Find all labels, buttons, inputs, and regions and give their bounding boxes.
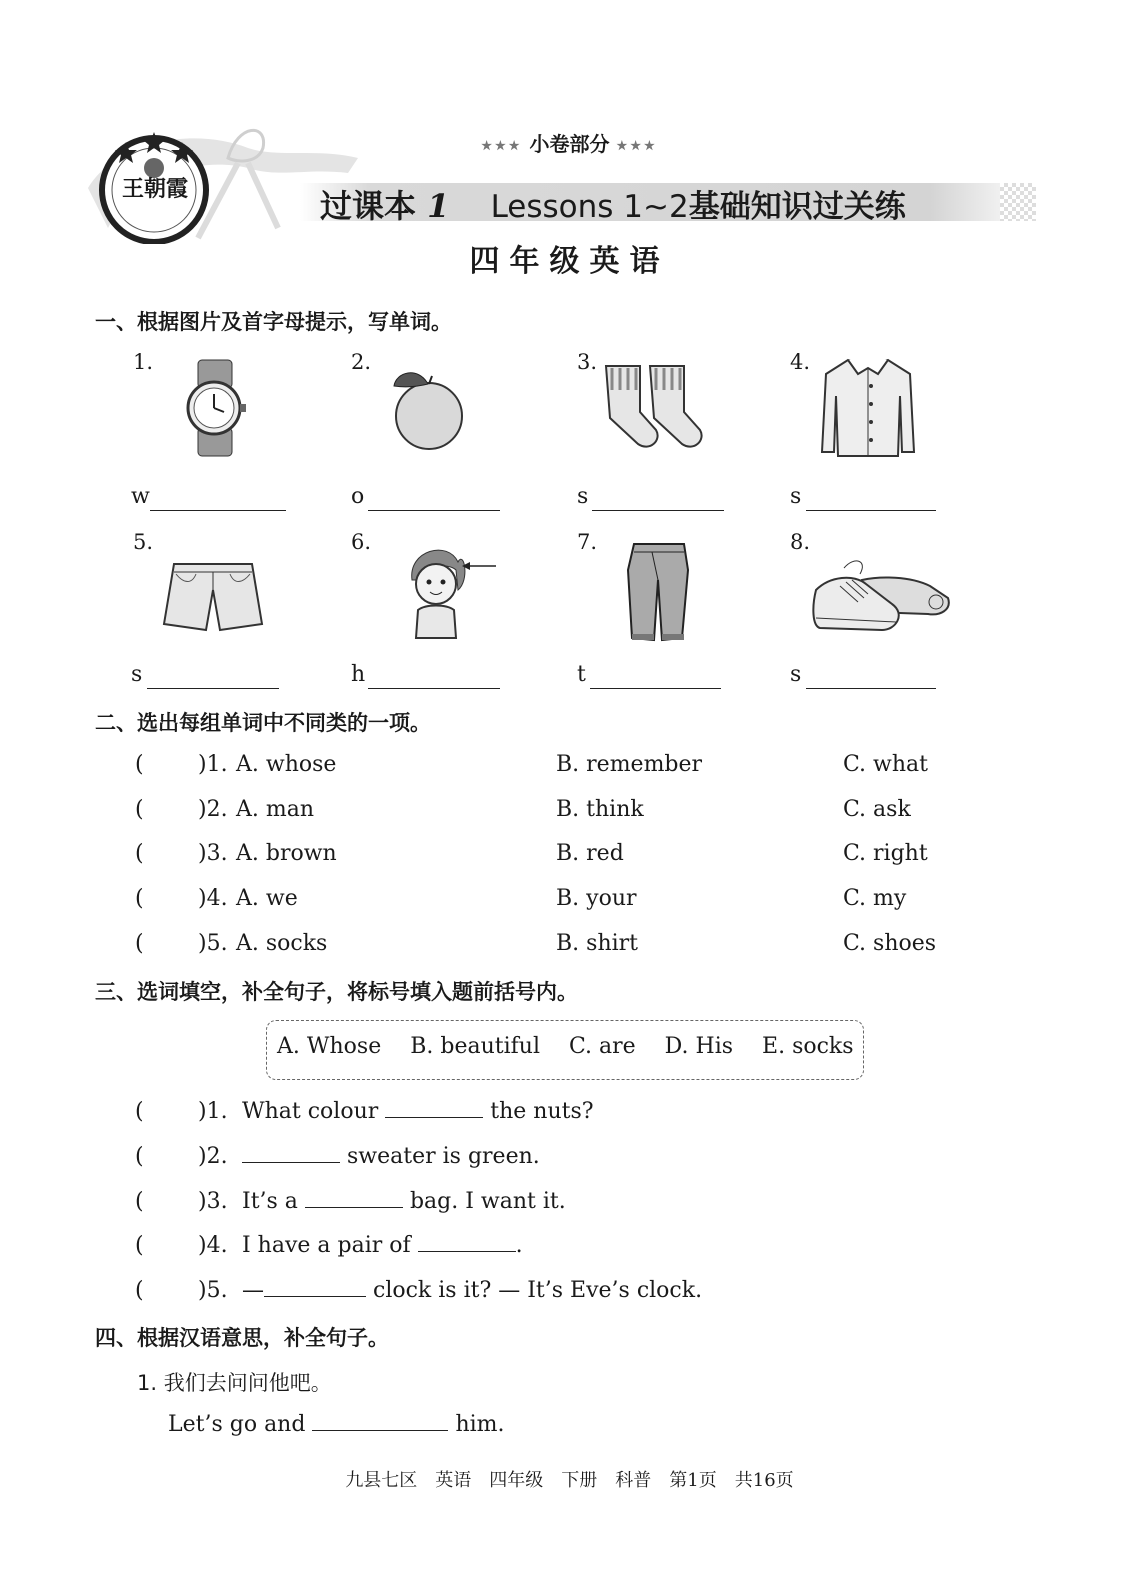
sentence-before: It’s a [242, 1189, 298, 1214]
fill-blank[interactable] [418, 1233, 516, 1252]
question-number: )5. [198, 1278, 228, 1303]
option-b: B. think [556, 797, 644, 822]
word-option: C. are [568, 1034, 636, 1059]
section3-heading: 三、选词填空，补全句子，将标号填入题前括号内。 [95, 980, 578, 1004]
checker-decoration [1000, 183, 1036, 221]
word-option: A. Whose [277, 1034, 382, 1059]
option-a: A. socks [236, 931, 328, 956]
answer-blank[interactable] [590, 688, 721, 689]
answer-paren-open[interactable]: ( [135, 1278, 144, 1303]
question-chinese: 1. 我们去问问他吧。 [137, 1371, 332, 1395]
item-number: 2. [351, 350, 372, 374]
answer-paren-open[interactable]: ( [135, 1099, 144, 1124]
sentence-after: clock is it? — It’s Eve’s clock. [373, 1278, 703, 1303]
sentence [242, 1233, 523, 1258]
item-number: 8. [790, 530, 811, 554]
fill-blank[interactable] [242, 1144, 340, 1163]
hint-letter: s [577, 484, 589, 509]
hint-letter: s [790, 662, 802, 687]
option-c: C. what [843, 752, 928, 777]
girl-hair-icon [398, 540, 498, 640]
word-bank [266, 1034, 864, 1059]
title-suffix: 基础知识过关练 [688, 189, 906, 225]
fill-blank[interactable] [305, 1189, 403, 1208]
word-option: D. His [664, 1034, 734, 1059]
hint-letter: w [131, 484, 150, 509]
shoes-icon [810, 556, 952, 636]
answer-blank[interactable] [150, 510, 286, 511]
title-lessons: Lessons 1~2 [490, 189, 689, 225]
option-b: B. remember [556, 752, 703, 777]
fill-blank[interactable] [264, 1278, 366, 1297]
option-b: B. red [556, 841, 624, 866]
orange-icon [388, 364, 470, 454]
question-number: )2. [198, 797, 228, 822]
option-c: C. my [843, 886, 907, 911]
logo-text: 王朝霞 [121, 176, 188, 202]
hint-letter: o [351, 484, 365, 509]
shorts-icon [160, 560, 266, 634]
section1-heading: 一、根据图片及首字母提示，写单词。 [95, 310, 452, 334]
option-a: A. brown [236, 841, 337, 866]
stars-left: ★★★ [481, 138, 523, 153]
question-number: )1. [198, 1099, 228, 1124]
section4-heading: 四、根据汉语意思，补全句子。 [95, 1326, 389, 1350]
option-b: B. shirt [556, 931, 639, 956]
item-number: 7. [577, 530, 598, 554]
option-b: B. your [556, 886, 637, 911]
fill-blank[interactable] [312, 1412, 448, 1431]
answer-blank[interactable] [368, 510, 500, 511]
question-number: )5. [198, 931, 228, 956]
hint-letter: s [790, 484, 802, 509]
sentence [242, 1189, 566, 1214]
trousers-icon [622, 540, 694, 644]
sentence-before: What colour [242, 1099, 379, 1124]
option-a: A. whose [236, 752, 337, 777]
option-a: A. we [236, 886, 298, 911]
answer-blank[interactable] [806, 510, 936, 511]
sentence-after: . [515, 1233, 523, 1258]
answer-blank[interactable] [147, 688, 279, 689]
title-number: 1 [427, 187, 450, 225]
answer-paren-open[interactable]: ( [135, 752, 144, 777]
small-part-label [0, 128, 1139, 157]
answer-paren-open[interactable]: ( [135, 1189, 144, 1214]
option-c: C. right [843, 841, 928, 866]
sentence-after: him. [455, 1412, 505, 1437]
page-footer: 九县七区 英语 四年级 下册 科普 第1页 共16页 [345, 1470, 794, 1491]
sentence-after: sweater is green. [347, 1144, 540, 1169]
answer-paren-open[interactable]: ( [135, 841, 144, 866]
sentence [242, 1144, 540, 1169]
answer-paren-open[interactable]: ( [135, 1144, 144, 1169]
sentence-before: I have a pair of [242, 1233, 411, 1258]
page-subtitle: 四年级英语 [469, 244, 670, 279]
page-title [320, 181, 906, 227]
question-number: )3. [198, 841, 228, 866]
socks-icon [600, 360, 720, 455]
answer-paren-open[interactable]: ( [135, 1233, 144, 1258]
hint-letter: s [131, 662, 143, 687]
answer-blank[interactable] [592, 510, 724, 511]
word-option: E. socks [762, 1034, 854, 1059]
sentence [242, 1278, 702, 1303]
item-number: 5. [133, 530, 154, 554]
question-number: )4. [198, 1233, 228, 1258]
item-number: 1. [133, 350, 154, 374]
answer-blank[interactable] [806, 688, 936, 689]
sentence-after: bag. I want it. [409, 1189, 566, 1214]
answer-paren-open[interactable]: ( [135, 797, 144, 822]
option-c: C. ask [843, 797, 911, 822]
item-number: 3. [577, 350, 598, 374]
sentence [168, 1412, 505, 1437]
section2-heading: 二、选出每组单词中不同类的一项。 [95, 711, 431, 735]
sentence-before: Let’s go and [168, 1412, 306, 1437]
answer-paren-open[interactable]: ( [135, 886, 144, 911]
watch-icon [180, 358, 250, 458]
item-number: 6. [351, 530, 372, 554]
question-number: )3. [198, 1189, 228, 1214]
word-option: B. beautiful [410, 1034, 540, 1059]
title-prefix: 过课本 [320, 187, 417, 225]
stars-right: ★★★ [616, 138, 658, 153]
answer-paren-open[interactable]: ( [135, 931, 144, 956]
sentence-after: the nuts? [490, 1099, 594, 1124]
question-number: )4. [198, 886, 228, 911]
fill-blank[interactable] [385, 1099, 483, 1118]
hint-letter: h [351, 662, 366, 687]
sentence [242, 1099, 594, 1124]
item-number: 4. [790, 350, 811, 374]
question-number: )1. [198, 752, 228, 777]
hint-letter: t [577, 662, 586, 687]
option-a: A. man [236, 797, 315, 822]
sentence-before: — [242, 1278, 264, 1303]
option-c: C. shoes [843, 931, 937, 956]
question-number: )2. [198, 1144, 228, 1169]
small-part-text: 小卷部分 [529, 132, 610, 156]
shirt-icon [818, 356, 918, 460]
answer-blank[interactable] [368, 688, 500, 689]
